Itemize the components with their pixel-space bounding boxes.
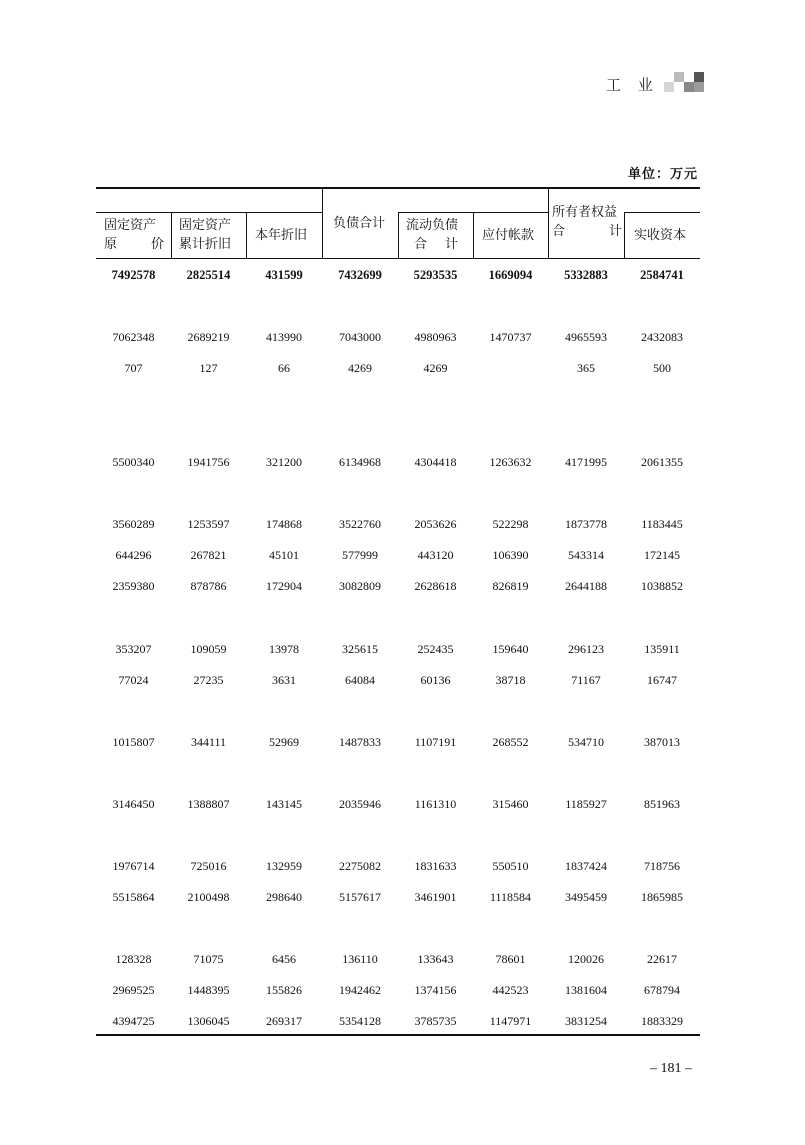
table-cell: 344111 xyxy=(190,735,227,749)
table-cell: 707 xyxy=(124,361,143,375)
group-rule-3 xyxy=(624,212,700,213)
table-cell: 543314 xyxy=(568,548,604,562)
section-title: 工 业 xyxy=(606,76,659,94)
table-cell: 500 xyxy=(653,361,671,375)
unit-label: 单位：万元 xyxy=(628,167,699,182)
table-row xyxy=(96,888,700,906)
table-cell: 7062348 xyxy=(112,330,155,344)
table-cell: 71075 xyxy=(193,952,224,966)
col-header-fixed-assets-original: 固定资产 原 价 xyxy=(104,218,164,252)
table-cell: 1183445 xyxy=(641,517,683,531)
group-rule-1 xyxy=(96,212,322,213)
header-bottom-rule xyxy=(96,258,700,259)
table-cell: 1873778 xyxy=(565,517,607,531)
table-cell: 120026 xyxy=(568,952,604,966)
table-row xyxy=(96,950,700,968)
table-cell: 27235 xyxy=(193,673,224,687)
table-cell: 1185927 xyxy=(565,797,607,811)
col-header-accounts-payable: 应付帐款 xyxy=(482,228,535,243)
table-row xyxy=(96,359,700,377)
table-cell: 159640 xyxy=(492,642,529,656)
table-cell: 851963 xyxy=(644,797,680,811)
table-cell: 3560289 xyxy=(112,517,155,531)
table-cell: 5354128 xyxy=(339,1014,381,1028)
table-cell: 2053626 xyxy=(414,517,457,531)
table-cell: 7492578 xyxy=(111,268,156,282)
table-cell: 321200 xyxy=(266,455,302,469)
table-cell: 826819 xyxy=(492,579,529,593)
table-cell: 1015807 xyxy=(112,735,155,749)
table-cell: 1976714 xyxy=(112,859,155,873)
table-cell: 3461901 xyxy=(414,890,457,904)
table-cell: 174868 xyxy=(266,517,302,531)
table-cell: 4394725 xyxy=(112,1014,155,1028)
table-cell: 1487833 xyxy=(339,735,381,749)
table-cell: 3522760 xyxy=(339,517,381,531)
table-cell: 106390 xyxy=(492,548,529,562)
table-cell: 443120 xyxy=(417,548,454,562)
table-cell: 1470737 xyxy=(489,330,532,344)
table-cell: 267821 xyxy=(190,548,227,562)
table-cell: 133643 xyxy=(417,952,454,966)
table-cell: 1118584 xyxy=(489,890,532,904)
table-cell: 431599 xyxy=(265,268,303,282)
table-cell: 1253597 xyxy=(187,517,230,531)
table-cell: 60136 xyxy=(420,673,451,687)
table-row xyxy=(96,453,700,471)
table-cell: 172145 xyxy=(644,548,680,562)
table-cell: 6134968 xyxy=(339,455,381,469)
table-cell: 172904 xyxy=(266,579,302,593)
table-cell: 2628618 xyxy=(414,579,457,593)
table-cell: 353207 xyxy=(115,642,152,656)
table-cell: 718756 xyxy=(644,859,680,873)
table-row xyxy=(96,671,700,689)
table-cell: 1107191 xyxy=(414,735,457,749)
table-cell: 38718 xyxy=(495,673,526,687)
table-cell: 3785735 xyxy=(414,1014,457,1028)
table-row xyxy=(96,515,700,533)
table-row xyxy=(96,981,700,999)
table-row-total xyxy=(96,266,700,284)
col-divider xyxy=(624,212,625,258)
col-divider xyxy=(322,187,323,258)
table-cell: 878786 xyxy=(190,579,227,593)
table-cell: 268552 xyxy=(492,735,529,749)
table-cell: 2100498 xyxy=(187,890,230,904)
col-header-paid-in-capital: 实收资本 xyxy=(634,228,687,243)
table-cell: 2584741 xyxy=(640,268,684,282)
table-cell: 4965593 xyxy=(565,330,607,344)
col-divider xyxy=(398,212,399,258)
table-cell: 135911 xyxy=(644,642,680,656)
table-cell: 1374156 xyxy=(414,983,457,997)
table-cell: 4269 xyxy=(348,361,372,375)
table-row xyxy=(96,328,700,346)
table-cell: 1147971 xyxy=(489,1014,532,1028)
table-cell: 2969525 xyxy=(112,983,155,997)
table-cell: 22617 xyxy=(647,952,677,966)
table-cell: 252435 xyxy=(417,642,454,656)
table-cell: 1038852 xyxy=(641,579,683,593)
table-cell: 1865985 xyxy=(641,890,683,904)
table-cell: 3082809 xyxy=(339,579,381,593)
table-cell: 132959 xyxy=(266,859,302,873)
table-cell: 155826 xyxy=(266,983,302,997)
table-cell: 1942462 xyxy=(339,983,381,997)
table-cell: 2359380 xyxy=(112,579,155,593)
table-cell: 4269 xyxy=(423,361,448,375)
table-cell: 5500340 xyxy=(112,455,155,469)
table-cell: 3146450 xyxy=(112,797,155,811)
table-cell: 2644188 xyxy=(565,579,607,593)
table-top-rule xyxy=(96,187,700,189)
table-cell: 325615 xyxy=(342,642,378,656)
table-cell: 1837424 xyxy=(565,859,607,873)
table-cell: 5293535 xyxy=(413,268,458,282)
table-cell: 387013 xyxy=(644,735,680,749)
table-cell: 52969 xyxy=(269,735,299,749)
table-cell: 1883329 xyxy=(641,1014,683,1028)
table-cell: 2275082 xyxy=(339,859,381,873)
table-row xyxy=(96,857,700,875)
table-cell: 1263632 xyxy=(489,455,532,469)
col-header-owners-equity: 所有者权益 合 计 xyxy=(552,205,622,239)
table-cell: 7043000 xyxy=(339,330,381,344)
table-cell: 534710 xyxy=(568,735,604,749)
table-cell: 1831633 xyxy=(414,859,457,873)
section-decoration xyxy=(664,72,704,92)
table-cell: 442523 xyxy=(492,983,529,997)
table-cell: 3495459 xyxy=(565,890,607,904)
table-bottom-rule xyxy=(96,1034,700,1036)
table-cell: 644296 xyxy=(115,548,152,562)
table-cell: 2061355 xyxy=(641,455,683,469)
table-cell: 136110 xyxy=(342,952,378,966)
col-header-current-liabilities: 流动负债 合 计 xyxy=(406,218,459,252)
table-cell: 5515864 xyxy=(112,890,155,904)
col-divider xyxy=(246,212,247,258)
table-cell: 1381604 xyxy=(565,983,607,997)
table-cell: 6456 xyxy=(272,952,296,966)
table-cell: 13978 xyxy=(269,642,299,656)
table-cell: 7432699 xyxy=(338,268,382,282)
table-cell: 2825514 xyxy=(186,268,231,282)
table-cell: 77024 xyxy=(118,673,149,687)
table-cell: 5332883 xyxy=(564,268,608,282)
table-cell: 127 xyxy=(199,361,218,375)
table-cell: 1388807 xyxy=(187,797,230,811)
table-cell: 64084 xyxy=(345,673,375,687)
table-cell: 71167 xyxy=(571,673,601,687)
table-cell: 296123 xyxy=(568,642,604,656)
table-row xyxy=(96,795,700,813)
table-row xyxy=(96,577,700,595)
table-cell: 1448395 xyxy=(187,983,230,997)
col-divider xyxy=(548,187,549,258)
table-cell: 1669094 xyxy=(488,268,533,282)
table-cell: 4171995 xyxy=(565,455,607,469)
table-cell: 522298 xyxy=(492,517,529,531)
table-cell: 109059 xyxy=(190,642,227,656)
table-cell: 315460 xyxy=(492,797,529,811)
col-divider xyxy=(171,212,172,258)
table-cell: 550510 xyxy=(492,859,529,873)
table-cell: 298640 xyxy=(266,890,302,904)
table-cell: 45101 xyxy=(269,548,299,562)
table-cell: 4304418 xyxy=(414,455,457,469)
col-header-total-liabilities: 负债合计 xyxy=(333,216,386,231)
table-row xyxy=(96,546,700,564)
table-cell: 4980963 xyxy=(414,330,457,344)
table-cell: 1306045 xyxy=(187,1014,230,1028)
table-cell: 3631 xyxy=(272,673,296,687)
table-cell: 2689219 xyxy=(187,330,230,344)
table-cell: 2035946 xyxy=(339,797,381,811)
col-header-annual-depreciation: 本年折旧 xyxy=(255,228,308,243)
table-cell: 66 xyxy=(278,361,290,375)
page-number: – 181 – xyxy=(650,1061,692,1076)
table-cell: 413990 xyxy=(266,330,302,344)
table-cell: 577999 xyxy=(342,548,378,562)
table-cell: 143145 xyxy=(266,797,302,811)
table-cell: 725016 xyxy=(190,859,227,873)
table-row xyxy=(96,1012,700,1030)
table-cell: 365 xyxy=(577,361,595,375)
table-cell: 5157617 xyxy=(339,890,381,904)
table-cell: 16747 xyxy=(647,673,677,687)
table-cell: 269317 xyxy=(266,1014,302,1028)
table-cell: 678794 xyxy=(644,983,680,997)
col-divider xyxy=(473,212,474,258)
table-row xyxy=(96,640,700,658)
table-cell: 78601 xyxy=(495,952,526,966)
table-cell: 3831254 xyxy=(565,1014,607,1028)
table-cell: 128328 xyxy=(115,952,152,966)
table-cell: 2432083 xyxy=(641,330,683,344)
table-row xyxy=(96,733,700,751)
table-cell: 1161310 xyxy=(414,797,457,811)
table-cell: 1941756 xyxy=(187,455,230,469)
col-header-accumulated-depreciation: 固定资产 累计折旧 xyxy=(179,218,232,252)
